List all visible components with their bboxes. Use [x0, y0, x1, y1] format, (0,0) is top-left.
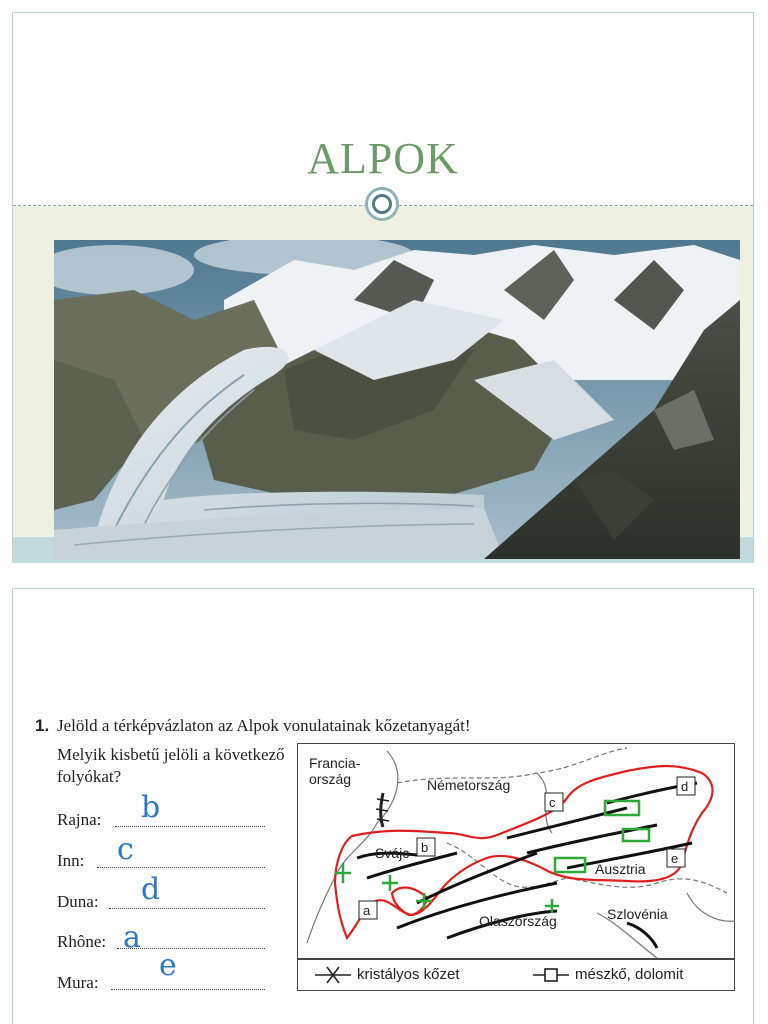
legend-crystal-label: kristályos kőzet [357, 966, 460, 983]
map-label-italy: Olaszország [479, 913, 557, 929]
alps-sketch-map [297, 743, 735, 988]
river-label-rajna: Rajna: [57, 810, 102, 829]
question-number: 1. [35, 716, 50, 735]
river-label-inn: Inn: [57, 851, 85, 870]
river-label-rhone: Rhône: [57, 932, 107, 951]
map-label-austria: Ausztria [595, 861, 646, 877]
slide-2 [12, 588, 754, 1024]
map-box-d: d [681, 779, 689, 794]
map-box-e: e [671, 851, 679, 866]
river-label-mura: Mura: [57, 973, 99, 992]
map-box-b: b [421, 840, 429, 855]
answer-rajna: b [141, 790, 161, 825]
map-label-germany: Németország [427, 777, 511, 793]
question-title: Jelöld a térképvázlaton az Alpok vonulatainak kőzetanyagát! [57, 716, 471, 735]
answer-line-duna [109, 908, 265, 909]
answer-inn: c [117, 832, 134, 867]
answer-mura: e [159, 948, 177, 983]
map-label-france: Francia- ország [309, 755, 361, 787]
answer-rhone: a [123, 920, 141, 955]
answer-line-mura [111, 989, 265, 990]
answer-line-rajna [115, 826, 265, 827]
legend-limestone-label: mészkő, dolomit [575, 966, 684, 983]
question-subtext: Melyik kisbetű jelöli a következő folyókat? [57, 745, 285, 786]
answer-duna: d [141, 872, 161, 907]
map-label-slovenia: Szlovénia [607, 906, 668, 922]
glacier-photo [54, 240, 740, 559]
divider-circle-icon [365, 187, 399, 221]
slide-1 [12, 12, 754, 563]
map-label-switzerland: Svájc [375, 845, 410, 861]
map-box-a: a [363, 903, 371, 918]
map-legend [297, 959, 735, 991]
map-box-c: c [549, 795, 556, 810]
river-label-duna: Duna: [57, 892, 99, 911]
answer-line-inn [97, 867, 265, 868]
slide-title: ALPOK [307, 134, 459, 183]
